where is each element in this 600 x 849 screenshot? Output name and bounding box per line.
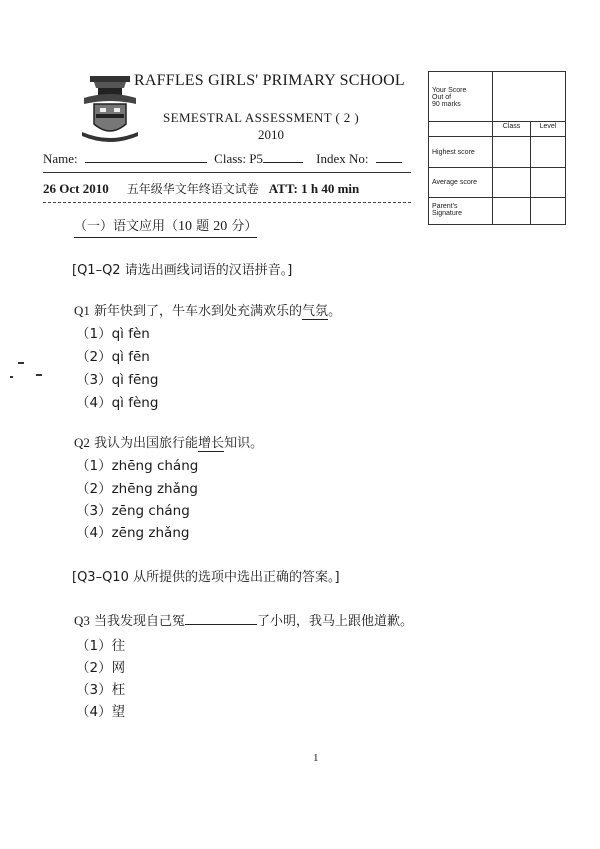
q1-option-4[interactable]: （4）qì fèng (76, 395, 159, 411)
scan-speck (18, 362, 24, 364)
blank-header-cell (429, 122, 493, 137)
total-marks-label: 90 marks (432, 101, 461, 108)
instruction-q3-q10: [Q3–Q10 从所提供的选项中选出正确的答案。] (72, 570, 340, 585)
exam-date: 26 Oct 2010 (43, 181, 109, 196)
instruction-q1-q2: [Q1–Q2 请选出画线词语的汉语拼音。] (72, 263, 293, 278)
question-q2 (74, 432, 263, 451)
highest-class-cell (493, 137, 531, 168)
section-title-mid: 题 (192, 219, 214, 234)
q2-option-1[interactable]: （1）zhēng cháng (76, 458, 199, 474)
question-number: Q1 (74, 303, 90, 318)
assessment-title: SEMESTRAL ASSESSMENT ( 2 ) (163, 110, 360, 125)
q2-option-2[interactable]: （2）zhēng zhǎng (76, 481, 198, 497)
paper-info-row (43, 180, 413, 197)
answer-blank[interactable] (185, 612, 257, 625)
your-score-cell (429, 72, 493, 122)
parent-signature-label (429, 198, 493, 225)
q3-option-4[interactable]: （4）望 (76, 704, 126, 720)
question-text: 当我发现自己冤 (94, 614, 186, 629)
q2-option-4[interactable]: （4）zēng zhǎng (76, 525, 190, 541)
parent-label: Parent's (432, 203, 458, 210)
question-text-end: 知识。 (224, 436, 264, 451)
class-blank[interactable] (263, 151, 303, 163)
header-divider (43, 172, 411, 173)
average-level-cell (531, 168, 566, 198)
average-score-label: Average score (429, 168, 493, 198)
question-text-end: 。 (328, 304, 342, 319)
underlined-word: 增长 (198, 436, 225, 451)
dashed-divider (43, 202, 411, 203)
page-number: 1 (313, 752, 319, 764)
score-table (428, 71, 566, 225)
score-entry-cell[interactable] (493, 72, 566, 122)
q3-option-3[interactable]: （3）枉 (76, 682, 126, 698)
question-q3 (74, 610, 413, 629)
underlined-word: 气氛 (302, 304, 329, 319)
question-text: 我认为出国旅行能 (94, 436, 199, 451)
section-marks: 20 (213, 219, 228, 234)
school-crest-icon (80, 72, 140, 144)
name-label: Name: (43, 151, 78, 166)
question-q1 (74, 300, 341, 319)
signature-label: Signature (432, 210, 462, 217)
signature-cell-2[interactable] (531, 198, 566, 225)
section-heading (74, 215, 257, 238)
highest-level-cell (531, 137, 566, 168)
q3-option-1[interactable]: （1）往 (76, 638, 126, 654)
question-number: Q3 (74, 613, 90, 628)
section-question-count: 10 (178, 219, 193, 234)
q2-option-3[interactable]: （3）zēng cháng (76, 503, 190, 519)
q1-option-2[interactable]: （2）qì fēn (76, 349, 150, 365)
question-number: Q2 (74, 435, 90, 450)
school-name: RAFFLES GIRLS' PRIMARY SCHOOL (134, 72, 405, 89)
scan-speck (36, 374, 42, 376)
highest-score-label: Highest score (429, 137, 493, 168)
index-label: Index No: (316, 151, 369, 166)
average-class-cell (493, 168, 531, 198)
paper-title: 五年级华文年终语文试卷 (126, 182, 259, 196)
class-col-header: Class (493, 122, 531, 137)
allotted-time: ATT: 1 h 40 min (268, 181, 360, 196)
name-blank[interactable] (85, 151, 207, 163)
section-title-start: （一）语文应用（ (74, 219, 179, 234)
q1-option-1[interactable]: （1）qì fèn (76, 326, 150, 342)
your-score-label: Your Score (432, 87, 467, 94)
question-text: 新年快到了，牛车水到处充满欢乐的 (94, 304, 303, 319)
student-info-row (43, 151, 413, 167)
section-title-end: 分） (227, 219, 258, 234)
class-label: Class: P5 (214, 151, 263, 166)
signature-cell-1[interactable] (493, 198, 531, 225)
assessment-year: 2010 (258, 127, 284, 142)
scan-speck (10, 376, 13, 378)
q1-option-3[interactable]: （3）qì fēng (76, 372, 159, 388)
out-of-label: Out of (432, 94, 452, 101)
level-col-header: Level (531, 122, 566, 137)
q3-option-2[interactable]: （2）网 (76, 660, 126, 676)
index-blank[interactable] (376, 151, 402, 163)
question-text-end: 了小明，我马上跟他道歉。 (257, 614, 414, 629)
